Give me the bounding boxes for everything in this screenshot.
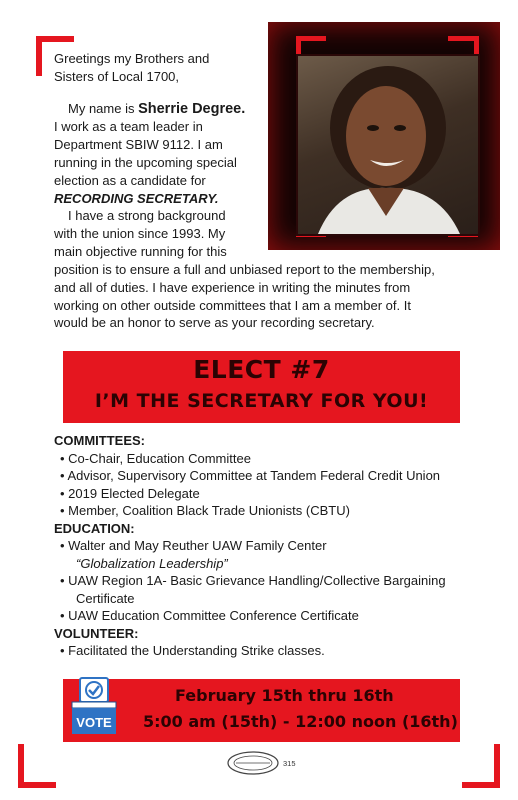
list-item: • Advisor, Supervisory Committee at Tandem Federal Credit Union	[60, 468, 441, 483]
vote-dates-bar	[63, 679, 460, 742]
qualifications	[54, 432, 504, 660]
intro-line: and all of duties. I have experience in writing the minutes from	[54, 279, 411, 295]
list-item-continuation: Certificate	[76, 590, 135, 606]
candidate-name: Sherrie Degree.	[138, 100, 246, 117]
candidate-photo	[296, 54, 480, 236]
committees-heading: COMMITTEES:	[54, 433, 145, 448]
elect-banner	[63, 351, 460, 423]
greeting-line: Sisters of Local 1700,	[54, 68, 180, 84]
intro-line: would be an honor to serve as your recording secretary.	[54, 315, 375, 331]
list-item: • Walter and May Reuther UAW Family Center	[60, 538, 327, 553]
intro-line: I work as a team leader in	[54, 119, 203, 135]
list-item: • Member, Coalition Black Trade Unionists (CBTU)	[60, 503, 350, 518]
intro-line: Department SBIW 9112. I am	[54, 137, 223, 153]
corner-accent-top-left-vertical	[36, 36, 42, 76]
greeting-line: Greetings my Brothers and	[54, 51, 210, 66]
corner-accent-bottom-right-vertical	[494, 744, 500, 788]
intro-line: I have a strong background	[68, 208, 226, 224]
vote-dates: February 15th thru 16th	[175, 686, 394, 705]
list-item: • 2019 Elected Delegate	[60, 485, 200, 501]
name-prefix: My name is	[68, 100, 139, 116]
intro-line: running in the upcoming special	[54, 154, 237, 170]
list-item-subtitle: “Globalization Leadership”	[76, 555, 228, 571]
portrait-illustration	[298, 56, 478, 234]
intro-line: main objective running for this	[54, 243, 227, 259]
banner-slogan: I’M THE SECRETARY FOR YOU!	[94, 390, 429, 412]
list-item: • Co-Chair, Education Committee	[60, 450, 251, 466]
corner-accent-bottom-left-vertical	[18, 744, 24, 788]
banner-title: ELECT #7	[193, 355, 330, 384]
intro-line: position is to ensure a full and unbiased report to the membership,	[54, 262, 435, 277]
ballot-box-icon	[68, 676, 120, 736]
intro-text	[54, 50, 279, 261]
page-number: 315	[283, 759, 296, 768]
intro-line: with the union since 1993. My	[54, 226, 226, 242]
intro-continuation	[54, 261, 496, 332]
list-item: • UAW Education Committee Conference Certificate	[60, 608, 359, 623]
vote-icon-label: VOTE	[76, 715, 112, 730]
list-item: • UAW Region 1A- Basic Grievance Handling/Collective Bargaining	[60, 573, 446, 588]
printer-logo	[226, 750, 280, 776]
vote-times: 5:00 am (15th) - 12:00 noon (16th)	[143, 712, 458, 731]
intro-line: election as a candidate for	[54, 172, 206, 188]
volunteer-heading: VOLUNTEER:	[54, 625, 139, 641]
list-item: • Facilitated the Understanding Strike classes.	[60, 643, 325, 658]
candidate-role: RECORDING SECRETARY.	[54, 190, 219, 206]
education-heading: EDUCATION:	[54, 520, 135, 536]
intro-line: working on other outside committees that I am a member of. It	[54, 297, 411, 313]
